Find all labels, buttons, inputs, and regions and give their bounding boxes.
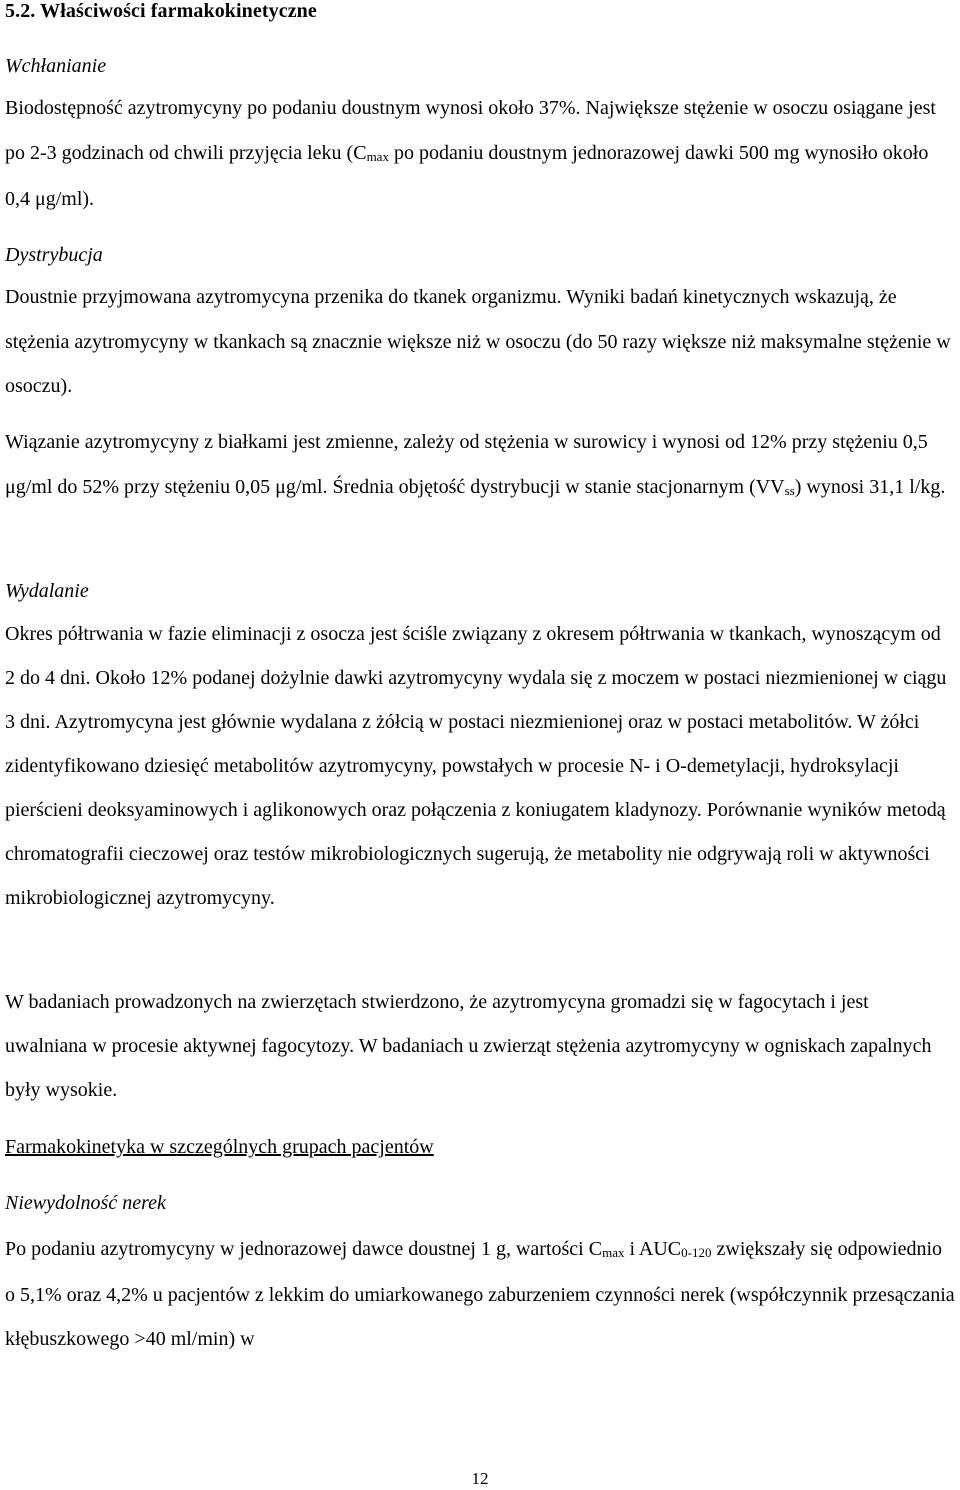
renal-paragraph (5, 1227, 955, 1361)
elimination-paragraph-2: W badaniach prowadzonych na zwierzętach stwierdzono, że azytromycyna gromadzi się w fagocytach i jest uwalniana w procesie aktywnej fagocytozy. W badaniach u zwierząt stężenia azytromycyny w ogniskach zapalnych były wysokie. (5, 991, 932, 1101)
renal-title: Niewydolność nerek (5, 1192, 166, 1214)
distribution-subscript-ss: ss (784, 482, 795, 498)
absorption-subscript-max: max (366, 148, 389, 164)
distribution-text-2: ) wynosi 31,1 l/kg. (794, 475, 946, 498)
absorption-paragraph (5, 86, 955, 222)
distribution-title: Dystrybucja (5, 244, 103, 266)
renal-text-1: Po podaniu azytromycyny w jednorazowej dawce doustnej 1 g, wartości C (5, 1238, 603, 1260)
renal-text-3: zwiększały się odpowiednio o 5,1% oraz 4,2% u pacjentów z lekkim do umiarkowanego zaburzeniem czynności nerek (współczynnik przesączania kłębuszkowego >40 ml/min) w (5, 1238, 955, 1350)
absorption-title: Wchłanianie (5, 55, 107, 77)
renal-text-2: i AUC (624, 1238, 682, 1260)
special-groups-title: Farmakokinetyka w szczególnych grupach pacjentów (5, 1136, 434, 1158)
page-number: 12 (471, 1469, 489, 1488)
elimination-paragraph-1: Okres półtrwania w fazie eliminacji z osocza jest ściśle związany z okresem półtrwania w tkankach, wynoszącym od 2 do 4 dni. Około 12% podanej dożylnie dawki azytromycyny wydala się z moczem w postaci niezmienionej w ciągu 3 dni. Azytromycyna jest głównie wydalana z żółcią w postaci niezmienionej oraz w postaci metabolitów. W żółci zidentyfikowano dziesięć metabolitów azytromycyny, powstałych w procesie N- i O-demetylacji, hydroksylacji pierścieni deoksyaminowych i aglikonowych oraz połączenia z koniugatem kladynozy. Porównanie wyników metodą chromatografii cieczowej oraz testów mikrobiologicznych sugerują, że metabolity nie odgrywają roli w aktywności mikrobiologicznej azytromycyny. (5, 623, 947, 909)
renal-subscript-max: max (602, 1245, 625, 1260)
renal-subscript-auc-range: 0-120 (681, 1245, 712, 1260)
distribution-paragraph-1: Doustnie przyjmowana azytromycyna przenika do tkanek organizmu. Wyniki badań kinetycznych wskazują, że stężenia azytromycyny w tkankach są znacznie większe niż w osoczu (do 50 razy większe niż maksymalne stężenie w osoczu). (5, 286, 951, 397)
distribution-paragraph-2 (5, 420, 955, 511)
distribution-text-1: Wiązanie azytromycyny z białkami jest zmienne, zależy od stężenia w surowicy i wynosi od 12% przy stężeniu 0,5 μg/ml do 52% przy stężeniu 0,05 μg/ml. Średnia objętość dystrybucji w stanie stacjonarnym (VV (5, 431, 928, 498)
absorption-text-1: Biodostępność azytromycyny po podaniu doustnym wynosi około 37%. Największe stężenie w osoczu osiągane jest po 2-3 godzinach od chwili przyjęcia leku (C (5, 97, 936, 164)
absorption-text-2: po podaniu doustnym jednorazowej dawki 500 mg wynosiło około 0,4 μg/ml). (5, 141, 929, 210)
section-heading: 5.2. Właściwości farmakokinetyczne (5, 0, 317, 22)
elimination-title: Wydalanie (5, 580, 89, 602)
